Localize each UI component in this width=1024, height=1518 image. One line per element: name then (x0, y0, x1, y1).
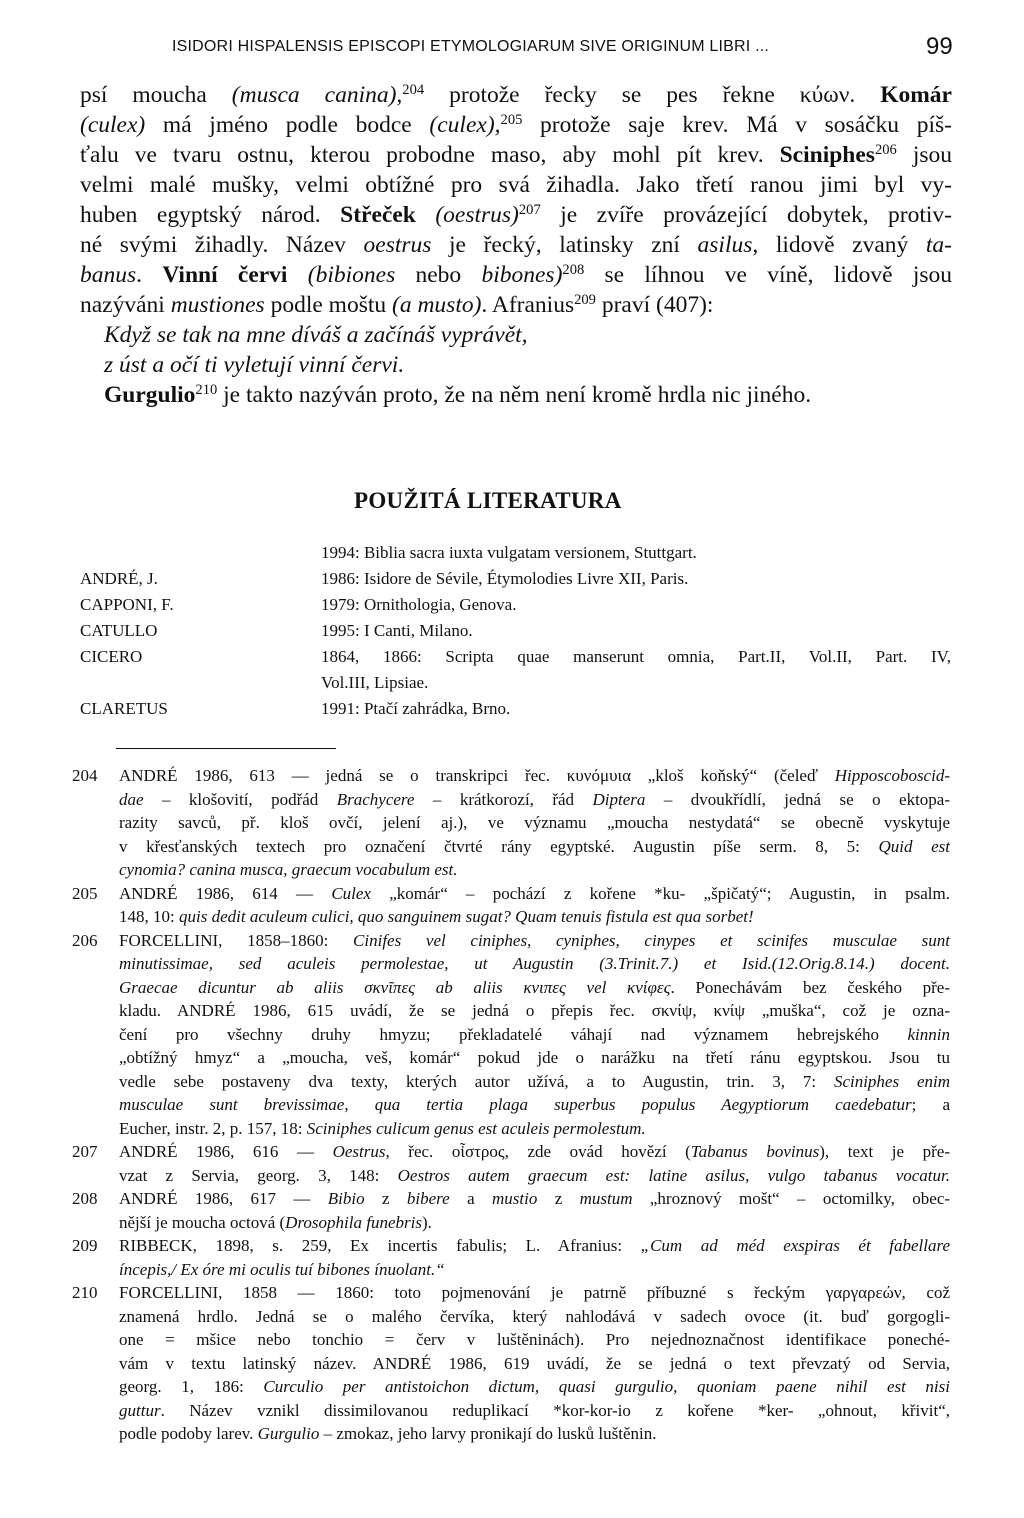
footnote-ref[interactable]: 209 (574, 292, 596, 308)
footnote-line: 148, 10: quis dedit aculeum culici, quo sanguinem sugat? Quam tenuis fistula est qua sorbet! (119, 907, 754, 926)
bibliography (80, 540, 960, 722)
bibliography-entry: 1994: Biblia sacra iuxta vulgatam versionem, Stuttgart. (321, 543, 697, 562)
footnote-line: nější je moucha octová (Drosophila funebris). (119, 1212, 432, 1232)
footnote-line: cynomia? canina musca, graecum vocabulum est. (119, 860, 458, 879)
footnote-line: Graecae dicuntur ab aliis σκνῖπες ab aliis κνιπες vel κνίφες. Ponechávám bez českého pře- (119, 977, 950, 997)
bibliography-entry: Vol.III, Lipsiae. (321, 673, 429, 692)
text-line: velmi malé mušky, velmi obtížné pro svá žihadla. Jako třetí ranou jimi byl vy- (80, 172, 952, 198)
footnote-line: georg. 1, 186: Curculio per antistoichon dictum, quasi gurgulio, quoniam paene nihil est nisi (119, 1377, 950, 1396)
bibliography-entry: CLARETUS 1991: Ptačí zahrádka, Brno. (80, 699, 511, 718)
footnote-line: vzat z Servia, georg. 3, 148: Oestros autem graecum est: latine asilus, vulgo tabanus vocatur. (119, 1165, 950, 1185)
text-line: Gurgulio$^{210}$ je takto nazýván proto, že na něm není kromě hrdla nic jiného. (104, 382, 812, 408)
page-number: 99 (926, 33, 953, 60)
footnote-number: 210 (72, 1283, 98, 1302)
text-line: ťalu ve tvaru ostnu, kterou probodne maso, aby mohl pít krev. Sciniphes$^{206}$ jsou (80, 142, 952, 168)
footnote-line: íncepis,/ Ex óre mi oculis tuí bibones ínuolant.“ (119, 1259, 445, 1279)
footnote-ref[interactable]: 207 (518, 202, 541, 218)
footnote-line: guttur. Název vznikl dissimilovanou reduplikací *kor-kor-io z kořene *ker- „ohnout, křivit“, (119, 1400, 950, 1420)
bibliography-entry: CAPPONI, F. 1979: Ornithologia, Genova. (80, 595, 517, 614)
footnote-line: vám v textu latinský název. ANDRÉ 1986, 619 uvádí, že se jedná o text převzatý od Servia, (119, 1353, 950, 1373)
footnote-line: dae – klošovití, podřád Brachycere – krátkorozí, řád Diptera – dvoukřídlí, jedná se o ektopa- (119, 789, 950, 809)
main-text (80, 80, 952, 410)
footnote-line: Eucher, instr. 2, p. 157, 18: Sciniphes culicum genus est aculeis permolestum. (119, 1118, 646, 1138)
footnote-205: 205 ANDRÉ 1986, 614 — Culex „komár“ – pochází z kořene *ku- „špičatý“; Augustin, in psalm. (78, 882, 958, 906)
footnote-line: one = mšice nebo tonchio = červ v luštěninách). Pro nejednoznačnost identifikace poneché- (119, 1330, 950, 1349)
text-line: psí moucha (musca canina),$^{204}$ protože řecky se pes řekne κύων. Komár (80, 82, 952, 108)
footnote-divider (116, 748, 336, 749)
section-heading: POUŽITÁ LITERATURA (354, 488, 622, 513)
footnote-number: 208 (72, 1189, 98, 1208)
footnotes (72, 764, 958, 1446)
footnote-line: kladu. ANDRÉ 1986, 615 uvádí, že se jedná o přepis řec. σκνίψ, κνίψ „muška“, což je ozna- (119, 1001, 950, 1020)
footnote-number: 205 (72, 883, 98, 903)
bibliography-entry: CATULLO 1995: I Canti, Milano. (80, 621, 473, 640)
text-line: huben egyptský národ. Střeček (oestrus)$^{207}$ je zvíře provázející dobytek, protiv- (80, 202, 953, 228)
verse-line: Když se tak na mne díváš a začínáš vyprávět, (104, 322, 528, 348)
text-line: banus. Vinní červi (bibiones nebo bibones)$^{208}$ se líhnou ve víně, lidově jsou (80, 262, 952, 288)
footnote-number: 204 (72, 766, 98, 785)
footnote-line: minutissimae, sed aculeis permolestae, ut Augustin (3.Trinit.7.) et Isid.(12.Orig.8.14.) docent. (119, 954, 950, 973)
footnote-ref[interactable]: 205 (500, 112, 523, 128)
text-line: né svými žihadly. Název oestrus je řecký, latinsky zní asilus, lidově zvaný ta- (80, 232, 952, 258)
footnote-207: 207 ANDRÉ 1986, 616 — Oestrus, řec. οἶστρος, zde ovád hovězí (Tabanus bovinus), text je pře- (78, 1140, 958, 1164)
footnote-line: v křesťanských textech pro označení čtvrté rány egyptské. Augustin píše serm. 8, 5: Quid est (119, 836, 950, 856)
footnote-number: 207 (72, 1142, 98, 1161)
bibliography-entry: ANDRÉ, J. 1986: Isidore de Sévile, Étymolodies Livre XII, Paris. (80, 569, 689, 588)
footnote-line: musculae sunt brevissimae, qua tertia plaga superbus populus Aegyptiorum caedebatur; a (119, 1095, 950, 1114)
bibliography-entry: CICERO 1864, 1866: Scripta quae manserunt omnia, Part.II, Vol.II, Part. IV, (80, 647, 951, 666)
footnote-210: 210 FORCELLINI, 1858 — 1860: toto pojmenování je patrně příbuzné s řeckým γαργαρεών, což (78, 1281, 958, 1305)
footnote-208: 208 ANDRÉ 1986, 617 — Bibio z bibere a mustio z mustum „hroznový mošt“ – octomilky, obec- (78, 1187, 958, 1211)
verse-line: z úst a očí ti vyletují vinní červi. (104, 352, 405, 378)
footnote-number: 209 (72, 1236, 98, 1255)
text-line: (culex) má jméno podle bodce (culex),$^{205}$ protože saje krev. Má v sosáčku píš- (80, 112, 952, 138)
footnote-ref[interactable]: 210 (195, 382, 218, 398)
text-line: nazýváni mustiones podle moštu (a musto). Afranius$^{209}$ praví (407): (80, 292, 714, 318)
footnote-line: podle podoby larev. Gurgulio – zmokaz, jeho larvy pronikají do lusků luštěnin. (119, 1424, 657, 1443)
footnote-line: znamená hrdlo. Jedná se o malého červíka, který nahlodává v sadech ovoce (it. buď gorgogli- (119, 1306, 950, 1326)
footnote-209: 209 RIBBECK, 1898, s. 259, Ex incertis fabulis; L. Afranius: „Cum ad méd exspiras ét fabellare (78, 1234, 958, 1258)
footnote-ref[interactable]: 206 (874, 142, 897, 158)
footnote-204: 204 ANDRÉ 1986, 613 — jedná se o transkripci řec. κυνόμυια „kloš koňský“ (čeleď Hipposcoboscid- (78, 764, 958, 788)
footnote-line: vedle sebe postaveny dva texty, kterých autor užívá, a to Augustin, trin. 3, 7: Sciniphes enim (119, 1071, 950, 1091)
footnote-line: čení pro všechny druhy hmyzu; překladatelé váhají nad významem hebrejského kinnin (119, 1024, 950, 1044)
footnote-ref[interactable]: 208 (562, 262, 585, 278)
footnote-line: razity savců, př. kloš ovčí, jelení aj.), ve významu „moucha nestydatá“ se obecně vyskytuje (119, 813, 950, 832)
footnote-ref[interactable]: 204 (402, 82, 425, 98)
footnote-206: 206 FORCELLINI, 1858–1860: Cinifes vel ciniphes, cyniphes, cinypes et scinifes musculae sunt (78, 929, 958, 953)
footnote-line: „obtížný hmyz“ a „moucha, veš, komár“ pokud jde o narážku na třetí ránu egyptskou. Jsou tu (119, 1048, 950, 1067)
running-head: ISIDORI HISPALENSIS EPISCOPI ETYMOLOGIARUM SIVE ORIGINUM LIBRI ... (172, 38, 770, 55)
footnote-number: 206 (72, 930, 98, 950)
